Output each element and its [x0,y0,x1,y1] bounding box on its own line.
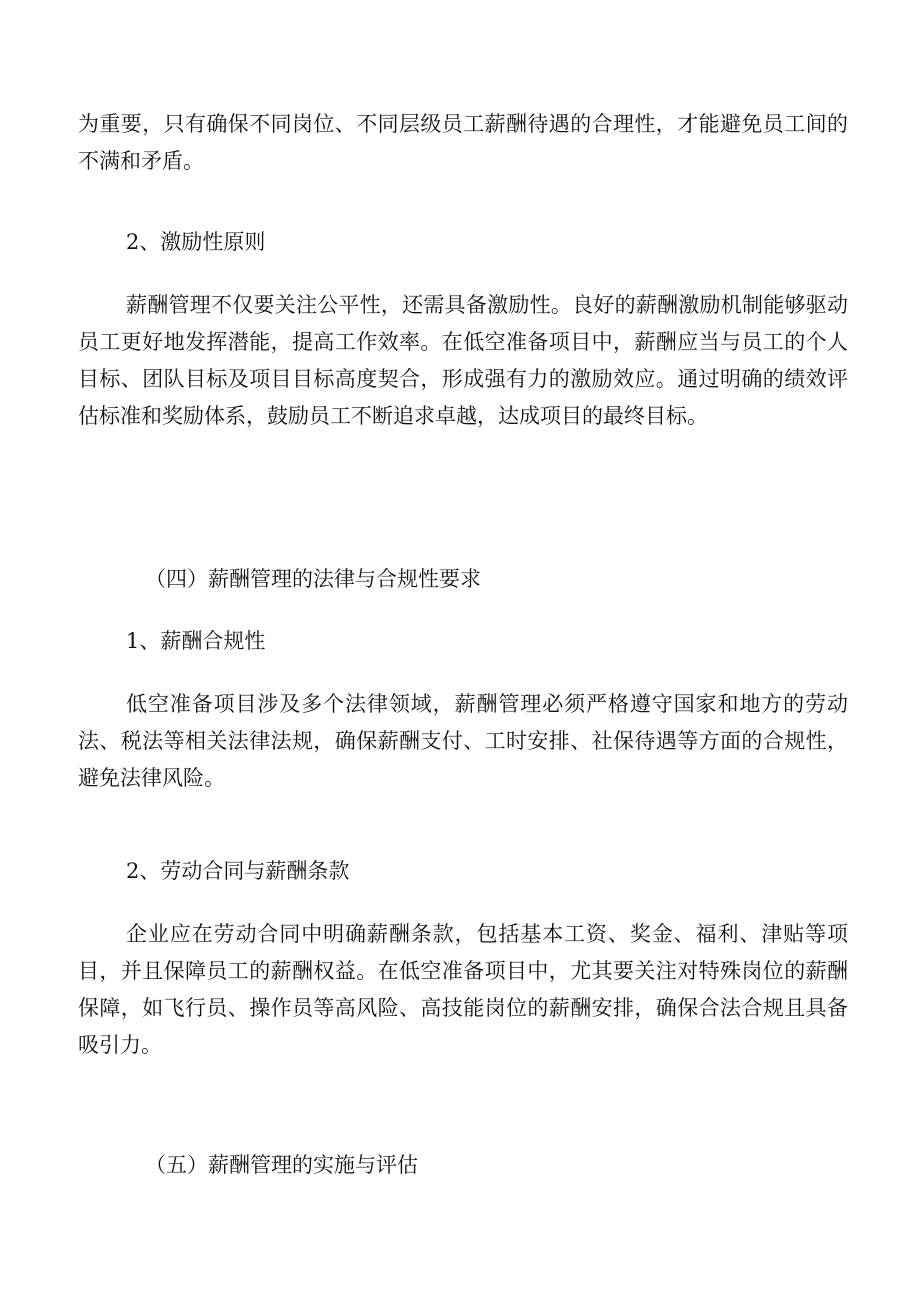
heading-pay-compliance: 1、薪酬合规性 [126,629,266,653]
heading-labor-contract: 2、劳动合同与薪酬条款 [126,859,350,883]
section-heading-legal-compliance: （四）薪酬管理的法律与合规性要求 [145,567,481,591]
paragraph-fairness-continued: 为重要，只有确保不同岗位、不同层级员工薪酬待遇的合理性，才能避免员工间的不满和矛盾。 [78,112,848,173]
paragraph-labor-contract: 企业应在劳动合同中明确薪酬条款，包括基本工资、奖金、福利、津贴等项目，并且保障员工的薪酬权益。在低空准备项目中，尤其要关注对特殊岗位的薪酬保障，如飞行员、操作员等高风险、高技能岗位的薪酬安排，确保合法合规且具备吸引力。 [78,922,848,1057]
paragraph-pay-compliance: 低空准备项目涉及多个法律领域，薪酬管理必须严格遵守国家和地方的劳动法、税法等相关法律法规，确保薪酬支付、工时安排、社保待遇等方面的合规性，避免法律风险。 [78,692,848,790]
paragraph-incentive: 薪酬管理不仅要关注公平性，还需具备激励性。良好的薪酬激励机制能够驱动员工更好地发挥潜能，提高工作效率。在低空准备项目中，薪酬应当与员工的个人目标、团队目标及项目目标高度契合，形成强有力的激励效应。通过明确的绩效评估标准和奖励体系，鼓励员工不断追求卓越，达成项目的最终目标。 [78,293,848,428]
section-heading-implementation: （五）薪酬管理的实施与评估 [145,1153,418,1177]
heading-incentive-principle: 2、激励性原则 [126,230,266,254]
